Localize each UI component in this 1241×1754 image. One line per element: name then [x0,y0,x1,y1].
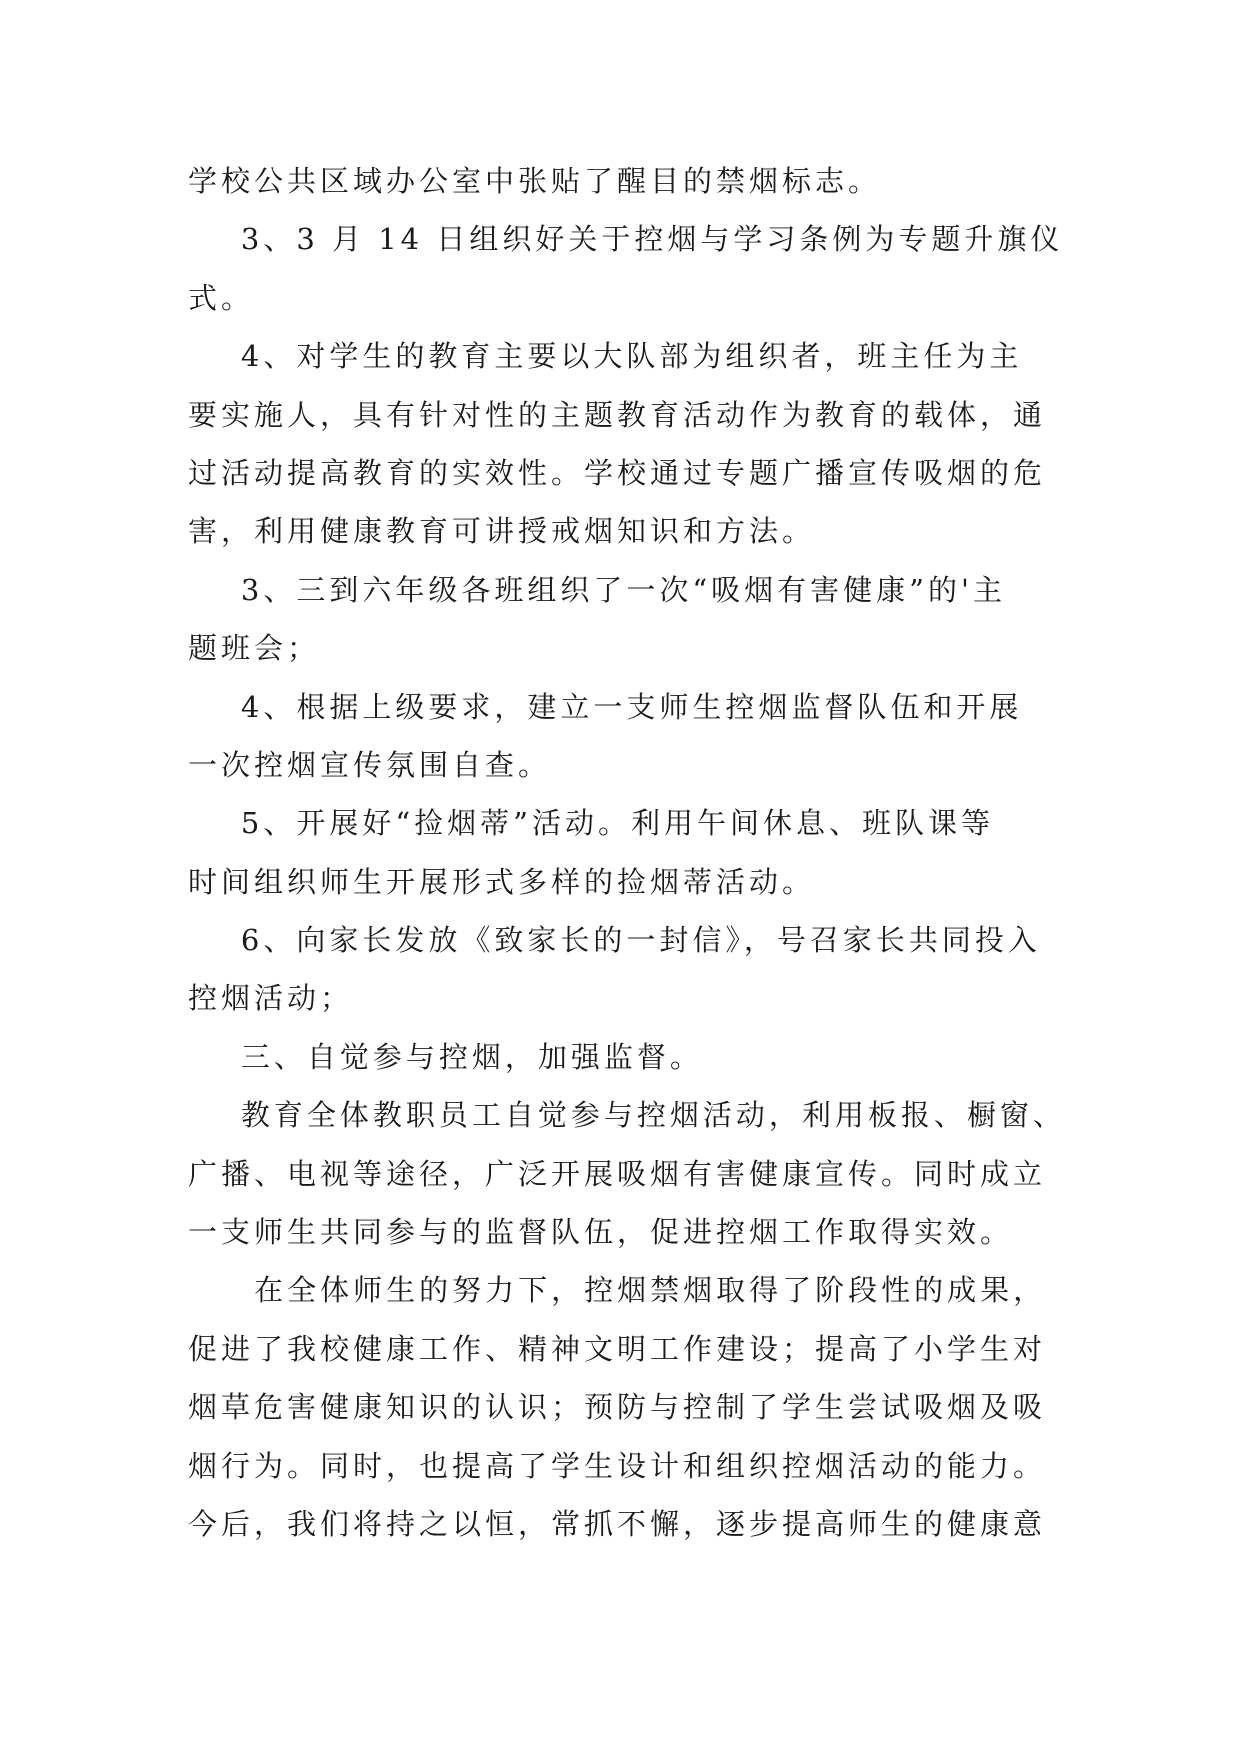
text-line: 学校公共区域办公室中张贴了醒目的禁烟标志。 [188,164,882,198]
text-line: 时间组织师生开展形式多样的捡烟蒂活动。 [188,864,816,899]
text-line: 三、自觉参与控烟，加强监督。 [188,1039,703,1074]
text-line: 一次控烟宣传氛围自查。 [188,747,552,782]
text-line: 教育全体教职员工自觉参与控烟活动，利用板报、橱窗、 [188,1098,1066,1133]
text-line: 要实施人，具有针对性的主题教育活动作为教育的载体，通 [188,397,1047,432]
text-line: 烟草危害健康知识的认识；预防与控制了学生尝试吸烟及吸 [188,1390,1047,1425]
text-line: 一支师生共同参与的监督队伍，促进控烟工作取得实效。 [188,1215,1014,1250]
text-line: 题班会； [188,631,321,666]
text-line: 在全体师生的努力下，控烟禁烟取得了阶段性的成果， [188,1273,1047,1308]
document-body [188,152,1068,1553]
text-line: 促进了我校健康工作、精神文明工作建设；提高了小学生对 [188,1331,1047,1366]
text-line: 3、三到六年级各班组织了一次“吸烟有害健康”的'主 [188,572,1006,607]
text-line: 6、向家长发放《致家长的一封信》，号召家长共同投入 [188,923,1041,958]
text-line: 式。 [188,280,255,315]
text-line: 今后，我们将持之以恒，常抓不懈，逐步提高师生的健康意 [188,1506,1047,1541]
text-line: 烟行为。同时，也提高了学生设计和组织控烟活动的能力。 [188,1448,1047,1483]
text-line: 4、根据上级要求，建立一支师生控烟监督队伍和开展 [188,689,1023,724]
text-line: 控烟活动； [188,981,354,1016]
text-line: 4、对学生的教育主要以大队部为组织者，班主任为主 [188,339,1023,374]
text-line: 5、开展好“捡烟蒂”活动。利用午间休息、班队课等 [188,806,994,841]
text-line: 害，利用健康教育可讲授戒烟知识和方法。 [188,514,816,549]
text-line: 3、3 月 14 日组织好关于控烟与学习条例为专题升旗仪 [188,222,1064,257]
text-line: 广播、电视等途径，广泛开展吸烟有害健康宣传。同时成立 [188,1156,1047,1191]
text-line: 过活动提高教育的实效性。学校通过专题广播宣传吸烟的危 [188,455,1047,490]
